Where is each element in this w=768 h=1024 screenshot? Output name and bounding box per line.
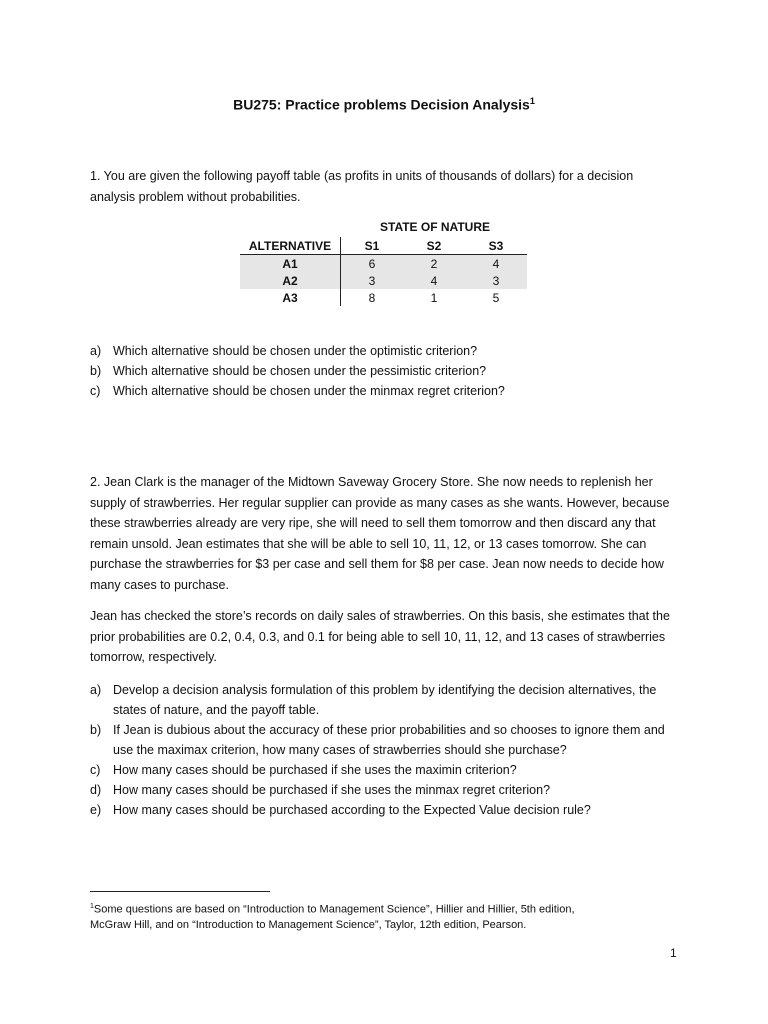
item-text: How many cases should be purchased if she uses the minmax regret criterion? <box>113 783 551 797</box>
list-item <box>90 780 680 800</box>
header-s3: S3 <box>465 237 527 255</box>
item-label: c) <box>90 384 101 398</box>
table-row <box>240 255 527 273</box>
title-footnote-marker: 1 <box>529 96 535 106</box>
header-s2: S2 <box>403 237 465 255</box>
item-text: Develop a decision analysis formulation of this problem by identifying the decision alternatives, the states of nature, and the payoff table. <box>113 683 657 717</box>
item-label: a) <box>90 344 102 358</box>
state-of-nature-header: STATE OF NATURE <box>380 220 490 234</box>
item-label: d) <box>90 783 102 797</box>
footnote-divider <box>90 891 270 892</box>
row-alternative: A3 <box>240 289 341 306</box>
page-title <box>0 96 768 113</box>
item-label: b) <box>90 364 102 378</box>
footnote-marker: 1 <box>90 903 94 910</box>
q2-question-list <box>90 680 680 820</box>
header-alternative: ALTERNATIVE <box>240 237 341 255</box>
table-cell: 1 <box>430 290 438 305</box>
table-cell: 4 <box>465 255 527 273</box>
header-s1: S1 <box>341 237 404 255</box>
list-item <box>90 361 680 381</box>
table-cell: 5 <box>492 290 500 305</box>
page-number: 1 <box>670 946 677 960</box>
list-item <box>90 680 680 720</box>
row-alternative: A2 <box>240 272 341 289</box>
table-cell: 3 <box>465 272 527 289</box>
list-item <box>90 760 680 780</box>
table-cell: 6 <box>341 255 404 273</box>
table-cell: 8 <box>368 290 376 305</box>
q2-paragraph-2: Jean has checked the store’s records on daily sales of strawberries. On this basis, she estimates that the prior probabilities are 0.2, 0.4, 0.3, and 0.1 for being able to sell 10, 11, 12, and 13 cases of strawberries tomorrow, respectively. <box>90 609 670 664</box>
list-item <box>90 341 680 361</box>
item-label: a) <box>90 683 102 697</box>
item-text: How many cases should be purchased according to the Expected Value decision rule? <box>113 803 591 817</box>
table-row <box>240 272 527 289</box>
item-label: c) <box>90 763 101 777</box>
row-alternative: A1 <box>240 255 341 273</box>
table-cell: 3 <box>341 272 404 289</box>
list-item <box>90 720 680 760</box>
payoff-table <box>240 237 527 306</box>
item-label: b) <box>90 723 102 737</box>
title-text: BU275: Practice problems Decision Analysis <box>233 96 530 113</box>
footnote <box>90 899 610 933</box>
q2-paragraph-1: 2. Jean Clark is the manager of the Midtown Saveway Grocery Store. She now needs to replenish her supply of strawberries. Her regular supplier can provide as many cases as she wants. However, because these strawberries already are very ripe, she will need to sell them tomorrow and then discard any that remain unsold. Jean estimates that she will be able to sell 10, 11, 12, or 13 cases tomorrow. She can purchase the strawberries for $3 per case and sell them for $8 per case. Jean now needs to decide how many cases to purchase. <box>90 475 670 592</box>
item-text: Which alternative should be chosen under the pessimistic criterion? <box>113 364 487 378</box>
item-text: If Jean is dubious about the accuracy of these prior probabilities and so chooses to ignore them and use the maximax criterion, how many cases of strawberries should she purchase? <box>113 723 665 757</box>
item-text: Which alternative should be chosen under the minmax regret criterion? <box>113 384 505 398</box>
list-item <box>90 800 680 820</box>
item-label: e) <box>90 803 102 817</box>
q1-intro: 1. You are given the following payoff table (as profits in units of thousands of dollars) for a decision analysis problem without probabilities. <box>90 169 634 204</box>
footnote-text: Some questions are based on “Introduction to Management Science”, Hillier and Hillier, 5th edition, McGraw Hill, and on “Introduction to Management Science”, Taylor, 12th edition, Pearson. <box>90 903 575 931</box>
q1-question-list <box>90 341 680 401</box>
payoff-table-header-row <box>240 237 527 255</box>
table-cell: 4 <box>403 272 465 289</box>
table-row <box>240 289 527 306</box>
list-item <box>90 381 680 401</box>
item-text: Which alternative should be chosen under the optimistic criterion? <box>113 344 478 358</box>
item-text: How many cases should be purchased if she uses the maximin criterion? <box>113 763 517 777</box>
table-cell: 2 <box>403 255 465 273</box>
